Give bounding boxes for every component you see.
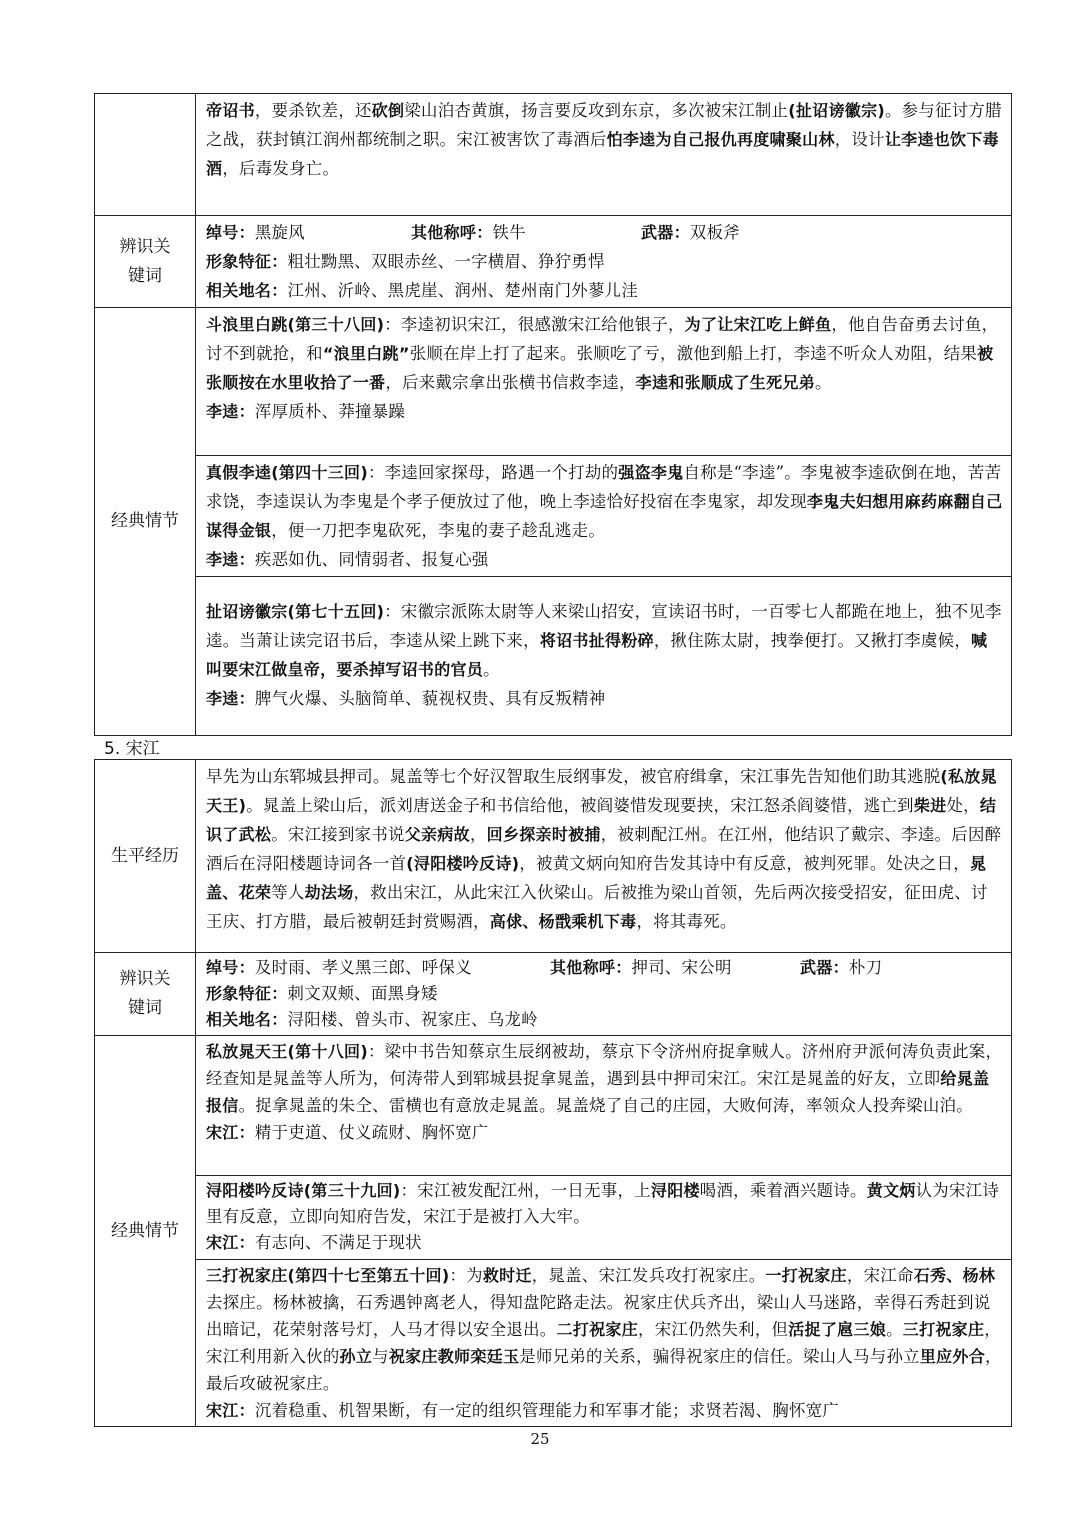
life-label: 生平经历 <box>95 760 196 953</box>
classic-label: 经典情节 <box>95 308 196 736</box>
keywords-line-1: 绰号：及时雨、孝义黑三郎、呼保义 其他称呼：押司、宋公明 武器：朴刀 <box>206 958 883 977</box>
keywords-label: 辨识关键词 <box>95 216 196 308</box>
trait-line: 宋江：精于吏道、仗义疏财、胸怀宽广 <box>206 1123 489 1142</box>
episode-cell: 真假李逵(第四十三回)：李逵回家探母，路遇一个打劫的强盗李鬼自称是“李逵”。李鬼被李逵砍倒在地，苦苦求饶，李逵误认为李鬼是个孝子便放过了他，晚上李逵恰好投宿在李鬼家，却发现李鬼夫妇想用麻药麻翻自己谋得金银，便一刀把李鬼砍死，李鬼的妻子趁乱逃走。 李逵：疾恶如仇、同情弱者、报复心强 <box>196 456 1012 577</box>
label-cell-empty <box>95 94 196 216</box>
table-likui <box>94 93 1012 736</box>
episode-cell: 三打祝家庄(第四十七至第五十回)：为救时迁，晁盖、宋江发兵攻打祝家庄。一打祝家庄，宋江命石秀、杨林去探庄。杨林被擒，石秀遇钟离老人，得知盘陀路走法。祝家庄伏兵齐出，梁山人马迷路，幸得石秀赶到说出暗记，花荣射落号灯，人马才得以安全退出。二打祝家庄，宋江仍然失利，但活捉了扈三娘。三打祝家庄，宋江利用新入伙的孙立与祝家庄教师栾廷玉是师兄弟的关系，骗得祝家庄的信任。梁山人马与孙立里应外合，最后攻破祝家庄。 宋江：沉着稳重、机智果断，有一定的组织管理能力和军事才能；求贤若渴、胸怀宽广 <box>196 1260 1012 1427</box>
keywords-cell <box>196 216 1012 308</box>
keywords-line-2: 形象特征：刺文双颊、面黑身矮 <box>206 984 438 1003</box>
episode-cell: 扯诏谤徽宗(第七十五回)：宋徽宗派陈太尉等人来梁山招安，宣读诏书时，一百零七人都跪在地上，独不见李逵。当萧让读完诏书后，李逵从梁上跳下来，将诏书扯得粉碎，揪住陈太尉，拽拳便打。又揪打李虞候，喊叫要宋江做皇帝，要杀掉写诏书的官员。 李逵：脾气火爆、头脑简单、藐视权贵、具有反叛精神 <box>196 577 1012 736</box>
trait-line: 宋江：有志向、不满足于现状 <box>206 1233 422 1252</box>
episode-cell: 浔阳楼吟反诗(第三十九回)：宋江被发配江州，一日无事，上浔阳楼喝酒，乘着酒兴题诗。黄文炳认为宋江诗里有反意，立即向知府告发，宋江于是被打入大牢。 宋江：有志向、不满足于现状 <box>196 1176 1012 1260</box>
keywords-line-1: 绰号：黑旋风 其他称呼：铁牛 武器：双板斧 <box>206 223 740 242</box>
keywords-cell <box>196 953 1012 1036</box>
trait-line: 李逵：脾气火爆、头脑简单、藐视权贵、具有反叛精神 <box>206 689 606 708</box>
trait-line: 李逵：浑厚质朴、莽撞暴躁 <box>206 402 406 421</box>
episode-cell: 斗浪里白跳(第三十八回)：李逵初识宋江，很感激宋江给他银子，为了让宋江吃上鲜鱼，他自告奋勇去讨鱼，讨不到就抢，和“浪里白跳”张顺在岸上打了起来。张顺吃了亏，激他到船上打，李逵不听众人劝阻，结果被张顺按在水里收拾了一番，后来戴宗拿出张横书信救李逵，李逵和张顺成了生死兄弟。 李逵：浑厚质朴、莽撞暴躁 <box>196 308 1012 456</box>
page-number: 25 <box>530 1430 550 1448</box>
keywords-line-3: 相关地名：浔阳楼、曾头市、祝家庄、乌龙岭 <box>206 1010 538 1029</box>
section-title: 5. 宋江 <box>104 739 160 759</box>
table-songjiang <box>94 759 1012 1427</box>
keywords-line-3: 相关地名：江州、沂岭、黑虎崖、润州、楚州南门外蓼儿洼 <box>206 281 639 300</box>
keywords-line-2: 形象特征：粗壮黝黑、双眼赤丝、一字横眉、狰狞勇悍 <box>206 252 605 271</box>
episode-cell: 私放晁天王(第十八回)：梁中书告知蔡京生辰纲被劫，蔡京下令济州府捉拿贼人。济州府尹派何涛负责此案，经查知是晁盖等人所为，何涛带人到郓城县捉拿晁盖，遇到县中押司宋江。宋江是晁盖的好友，立即给晁盖报信。捉拿晁盖的朱仝、雷横也有意放走晁盖。晁盖烧了自己的庄园，大败何涛，率领众人投奔梁山泊。 宋江：精于吏道、仗义疏财、胸怀宽广 <box>196 1036 1012 1176</box>
classic-label: 经典情节 <box>95 1036 196 1427</box>
life-cell: 早先为山东郓城县押司。晁盖等七个好汉智取生辰纲事发，被官府缉拿，宋江事先告知他们助其逃脱(私放晁天王)。晁盖上梁山后，派刘唐送金子和书信给他，被阎婆惜发现要挟，宋江怒杀阎婆惜，逃亡到柴进处，结识了武松。宋江接到家书说父亲病故，回乡探亲时被捕，被刺配江州。在江州，他结识了戴宗、李逵。后因醉酒后在浔阳楼题诗词各一首(浔阳楼吟反诗)，被黄文炳向知府告发其诗中有反意，被判死罪。处决之日，晁盖、花荣等人劫法场，救出宋江，从此宋江入伙梁山。后被推为梁山首领，先后两次接受招安，征田虎、讨王庆、打方腊，最后被朝廷封赏赐酒，高俅、杨戬乘机下毒，将其毒死。 <box>196 760 1012 953</box>
trait-line: 李逵：疾恶如仇、同情弱者、报复心强 <box>206 550 489 569</box>
trait-line: 宋江：沉着稳重、机智果断，有一定的组织管理能力和军事才能；求贤若渴、胸怀宽广 <box>206 1401 840 1420</box>
intro-cell: 帝诏书，要杀钦差，还砍倒梁山泊杏黄旗，扬言要反攻到东京，多次被宋江制止(扯诏谤徽宗)。参与征讨方腊之战，获封镇江润州都统制之职。宋江被害饮了毒酒后怕李逵为自己报仇再度啸聚山林，设计让李逵也饮下毒酒，后毒发身亡。 <box>196 94 1012 216</box>
keywords-label: 辨识关键词 <box>95 953 196 1036</box>
